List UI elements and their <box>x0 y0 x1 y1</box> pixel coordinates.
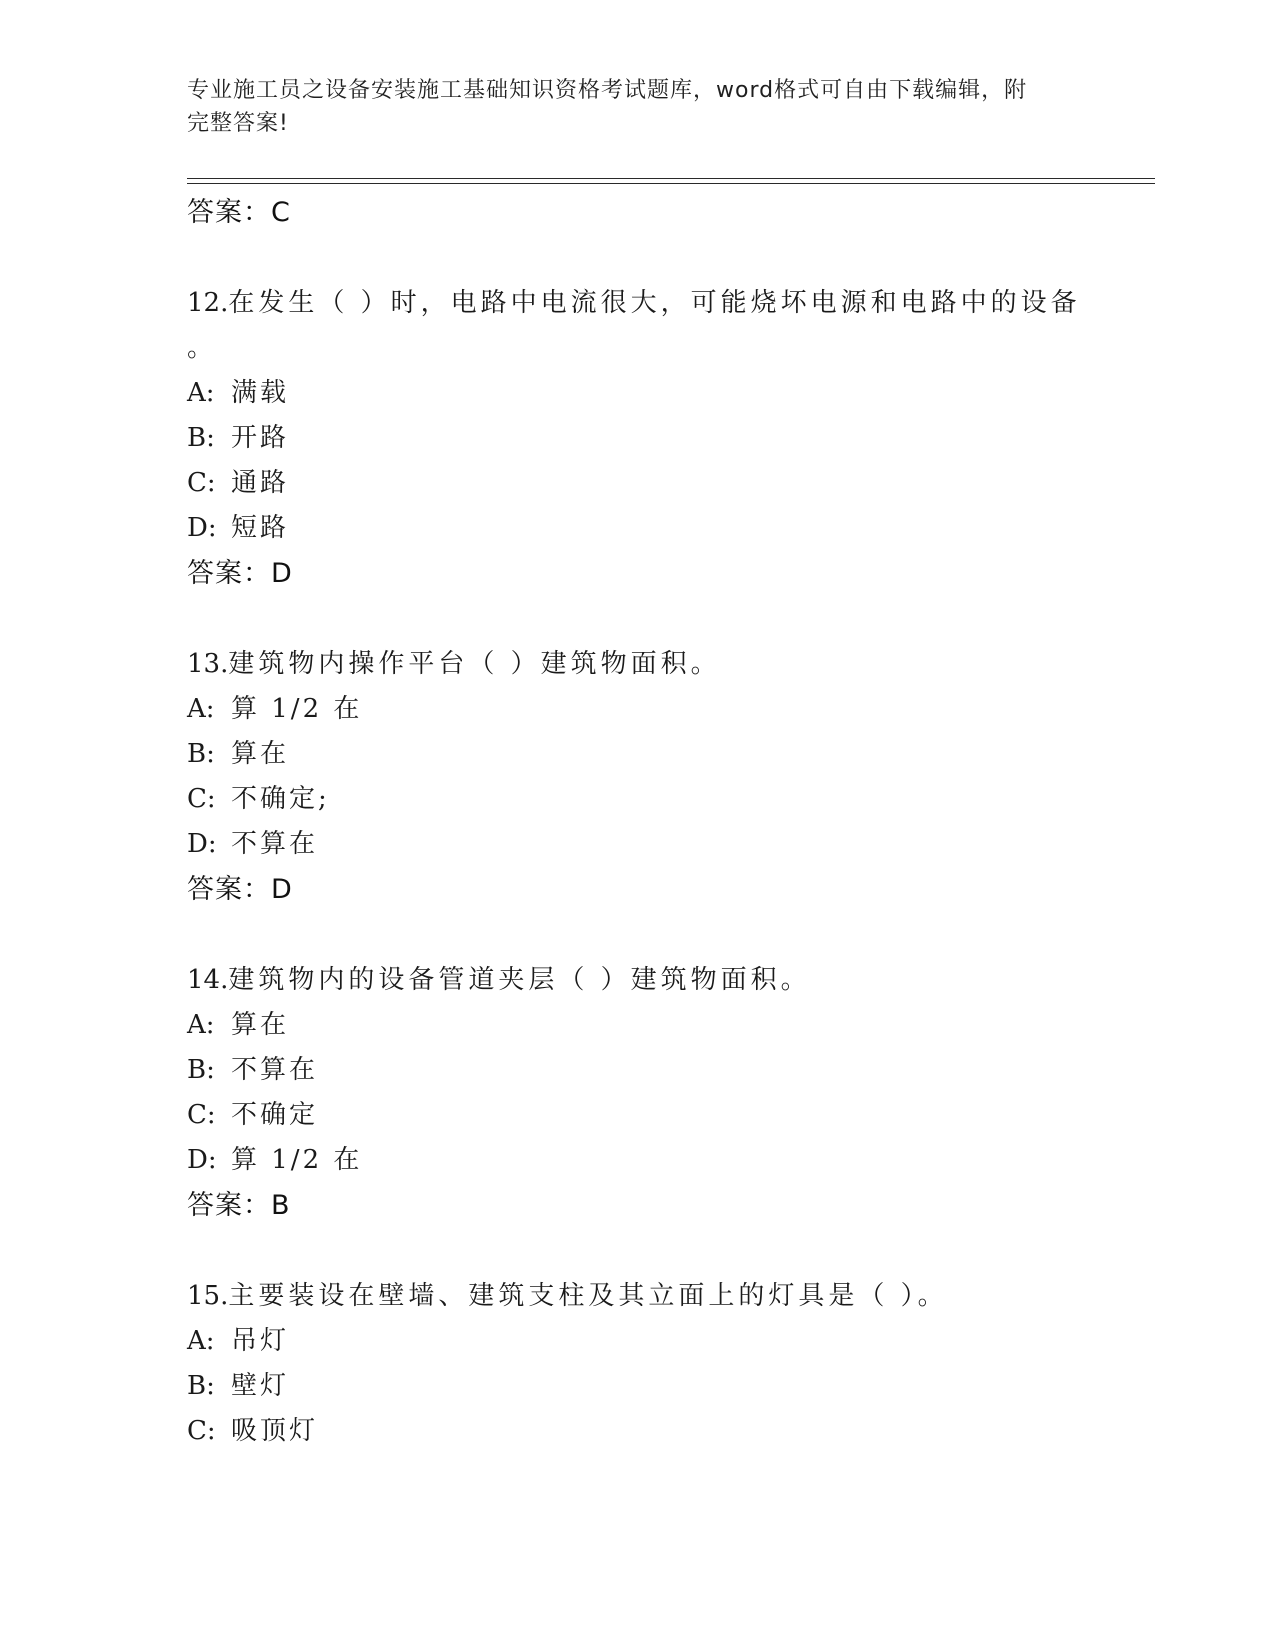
question-text-continuation: 。 <box>187 333 214 363</box>
option-text: 算 1/2 在 <box>231 694 363 724</box>
option-c <box>187 1093 1155 1138</box>
question-12 <box>187 281 1155 596</box>
option-letter: C: <box>187 1100 216 1130</box>
option-a <box>187 371 1155 416</box>
question-number: 15. <box>187 1281 229 1311</box>
option-letter: B: <box>187 1055 215 1085</box>
option-letter: A: <box>187 1326 215 1356</box>
page-header-title: 专业施工员之设备安装施工基础知识资格考试题库，word格式可自由下载编辑，附完整答案! <box>187 78 1028 136</box>
question-15 <box>187 1274 1155 1454</box>
option-text: 壁灯 <box>231 1371 290 1401</box>
question-14 <box>187 958 1155 1228</box>
option-text: 开路 <box>231 423 290 453</box>
option-text: 短路 <box>231 513 290 543</box>
option-a <box>187 1319 1155 1364</box>
answer-line: 答案：D <box>187 558 293 589</box>
question-stem <box>187 642 1155 687</box>
option-d <box>187 506 1155 551</box>
option-text: 算 1/2 在 <box>231 1145 363 1175</box>
option-text: 不确定 <box>231 1100 319 1130</box>
answer-line: 答案：D <box>187 874 293 905</box>
question-13 <box>187 642 1155 912</box>
question-text: 建筑物内操作平台（ ）建筑物面积。 <box>228 649 721 679</box>
option-letter: D: <box>187 513 217 543</box>
option-letter: A: <box>187 378 215 408</box>
option-letter: B: <box>187 1371 215 1401</box>
question-text: 在发生（ ）时，电路中电流很大，可能烧坏电源和电路中的设备 <box>228 288 1081 318</box>
option-b <box>187 416 1155 461</box>
option-text: 通路 <box>231 468 290 498</box>
option-c <box>187 461 1155 506</box>
question-number: 13. <box>187 649 229 679</box>
question-number: 12. <box>187 288 229 318</box>
option-b <box>187 732 1155 777</box>
answer-line: 答案：C <box>187 197 291 228</box>
question-number: 14. <box>187 965 229 995</box>
question-text: 建筑物内的设备管道夹层（ ）建筑物面积。 <box>228 965 811 995</box>
option-letter: A: <box>187 694 215 724</box>
question-stem <box>187 281 1155 326</box>
option-d <box>187 822 1155 867</box>
option-letter: C: <box>187 468 216 498</box>
option-a <box>187 1003 1155 1048</box>
question-text: 主要装设在壁墙、建筑支柱及其立面上的灯具是（ ）。 <box>228 1281 948 1311</box>
header-divider <box>187 178 1155 184</box>
option-b <box>187 1364 1155 1409</box>
option-letter: A: <box>187 1010 215 1040</box>
option-letter: D: <box>187 829 217 859</box>
option-letter: B: <box>187 739 215 769</box>
option-text: 吊灯 <box>231 1326 290 1356</box>
option-letter: D: <box>187 1145 217 1175</box>
option-text: 算在 <box>231 739 290 769</box>
option-letter: C: <box>187 1416 216 1446</box>
option-text: 不算在 <box>231 1055 319 1085</box>
question-list <box>187 190 1155 1454</box>
option-text: 满载 <box>231 378 290 408</box>
option-c <box>187 1409 1155 1454</box>
answer-line: 答案：B <box>187 1190 291 1221</box>
question-stem <box>187 958 1155 1003</box>
option-text: 算在 <box>231 1010 290 1040</box>
option-d <box>187 1138 1155 1183</box>
option-text: 吸顶灯 <box>231 1416 319 1446</box>
question-stem <box>187 1274 1155 1319</box>
option-letter: B: <box>187 423 215 453</box>
option-text: 不算在 <box>231 829 319 859</box>
option-text: 不确定; <box>231 784 330 814</box>
option-b <box>187 1048 1155 1093</box>
option-c <box>187 777 1155 822</box>
option-letter: C: <box>187 784 216 814</box>
option-a <box>187 687 1155 732</box>
